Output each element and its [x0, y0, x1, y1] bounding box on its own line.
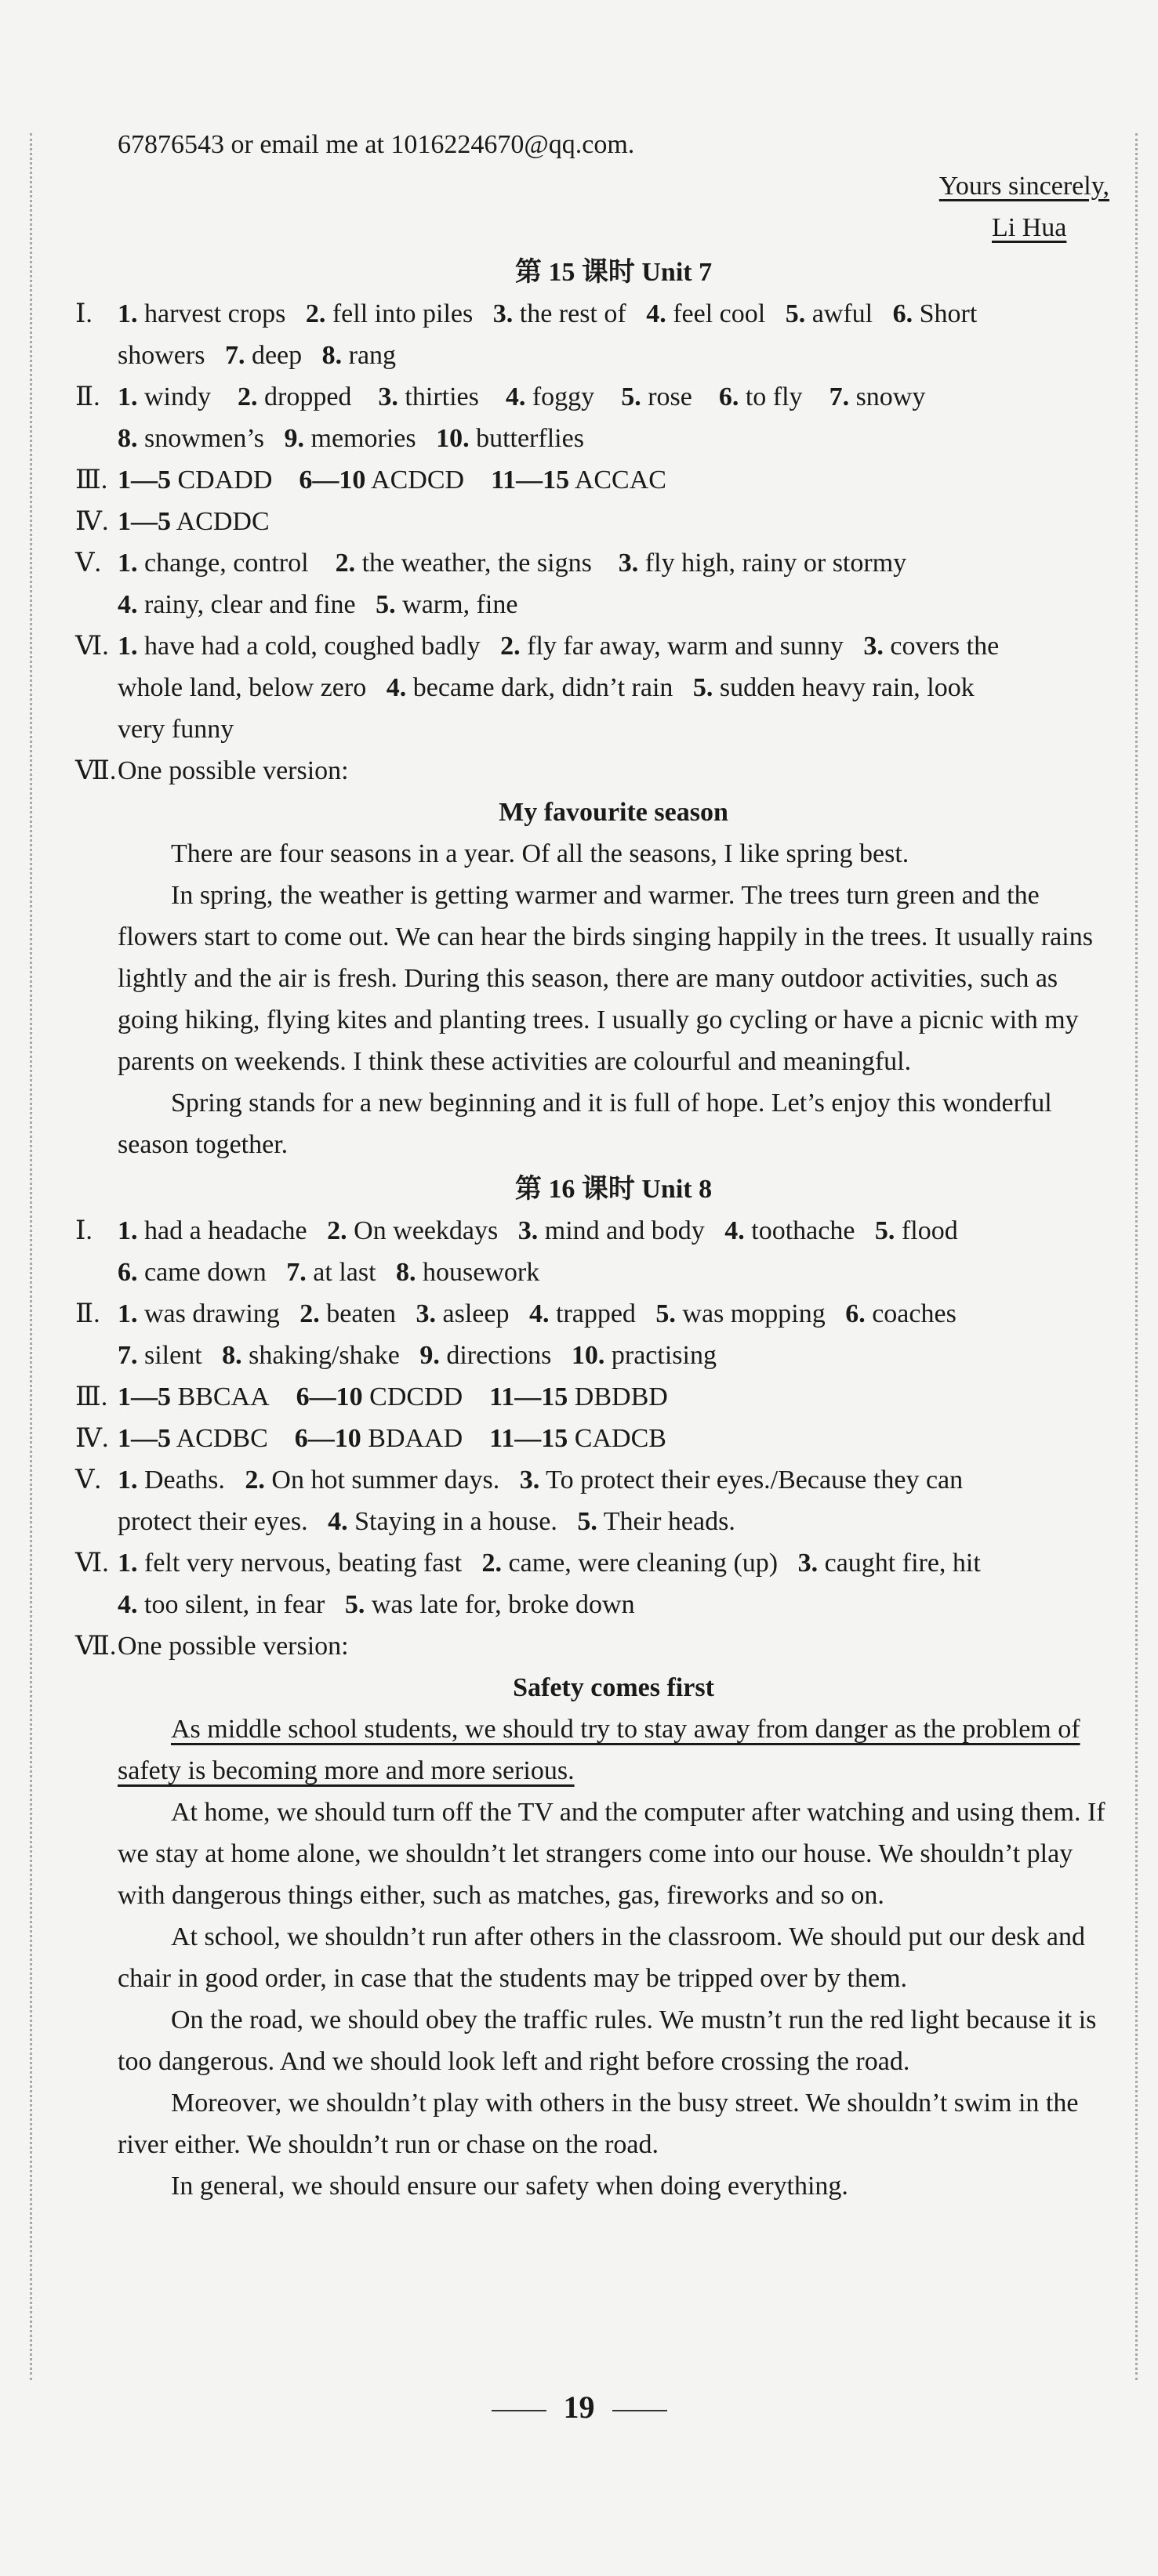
letter-signature: Li Hua: [992, 213, 1067, 242]
u7-section-4: Ⅳ. 1—5 ACDDC: [75, 507, 270, 536]
page-number-dash-left: [492, 2410, 546, 2411]
letter-contact-line: 67876543 or email me at 1016224670@qq.com.: [118, 130, 635, 159]
u8-section-2: Ⅱ. 1. was drawing 2. beaten 3. asleep 4. trapped 5. was mopping 6. coaches 7. silent 8. shaking/shake 9. directions 10. practising: [75, 1299, 957, 1370]
lesson-16-heading: 第 16 课时 Unit 8: [514, 1175, 713, 1204]
essay-safety-intro: As middle school students, we should try to stay away from danger as the problem of safety is becoming more and more serious.: [118, 1715, 1080, 1785]
u7-section-1: Ⅰ. 1. harvest crops 2. fell into piles 3. the rest of 4. feel cool 5. awful 6. Short showers 7. deep 8. rang: [75, 299, 978, 370]
u7-section-6: Ⅵ. 1. have had a cold, coughed badly 2. fly far away, warm and sunny 3. covers the whole land, below zero 4. became dark, didn’t rain 5. sudden heavy rain, look very funny: [75, 632, 1000, 744]
essay-safety-paragraph: Moreover, we shouldn’t play with others in the busy street. We shouldn’t swim in the river either. We shouldn’t run or chase on the road.: [118, 2089, 1079, 2159]
essay-season-paragraph: There are four seasons in a year. Of all the seasons, I like spring best.: [171, 839, 909, 868]
u7-section-7: Ⅶ. One possible version:: [75, 756, 349, 785]
u8-section-6: Ⅵ. 1. felt very nervous, beating fast 2. came, were cleaning (up) 3. caught fire, hit 4. too silent, in fear 5. was late for, broke down: [75, 1549, 981, 1619]
essay-title-safety: Safety comes first: [513, 1673, 714, 1702]
u7-section-3: Ⅲ. 1—5 CDADD 6—10 ACDCD 11—15 ACCAC: [75, 466, 666, 495]
lesson-15-heading: 第 15 课时 Unit 7: [514, 258, 713, 287]
u8-section-1: Ⅰ. 1. had a headache 2. On weekdays 3. mind and body 4. toothache 5. flood 6. came down 7. at last 8. housework: [75, 1216, 958, 1287]
u8-section-4: Ⅳ. 1—5 ACDBC 6—10 BDAAD 11—15 CADCB: [75, 1424, 666, 1453]
u8-section-3: Ⅲ. 1—5 BBCAA 6—10 CDCDD 11—15 DBDBD: [75, 1382, 668, 1411]
essay-season-paragraph: Spring stands for a new beginning and it is full of hope. Let’s enjoy this wonderful season together.: [118, 1089, 1052, 1159]
essay-title-season: My favourite season: [499, 798, 728, 827]
page-number: 19: [0, 2386, 1158, 2428]
essay-safety-paragraph: At home, we should turn off the TV and the computer after watching and using them. If we stay at home alone, we shouldn’t let strangers come into our house. We shouldn’t play with dangerous things either, such as matches, gas, fireworks and so on.: [118, 1798, 1105, 1910]
letter-closing: Yours sincerely,: [938, 172, 1109, 201]
answer-page: [75, 124, 1109, 2207]
u8-section-5: Ⅴ. 1. Deaths. 2. On hot summer days. 3. To protect their eyes./Because they can protect their eyes. 4. Staying in a house. 5. Their heads.: [75, 1466, 964, 1536]
u7-section-2: Ⅱ. 1. windy 2. dropped 3. thirties 4. foggy 5. rose 6. to fly 7. snowy 8. snowmen’s 9. memories 10. butterflies: [75, 382, 926, 453]
essay-safety-paragraph: On the road, we should obey the traffic rules. We mustn’t run the red light because it is too dangerous. And we should look left and right before crossing the road.: [118, 2005, 1097, 2076]
page-number-dash-right: [612, 2410, 667, 2411]
essay-season-paragraph: In spring, the weather is getting warmer and warmer. The trees turn green and the flowers start to come out. We can hear the birds singing happily in the trees. It usually rains lightly and the air is fresh. During this season, there are many outdoor activities, such as going hiking, flying kites and planting trees. I usually go cycling or have a picnic with my parents on weekends. I think these activities are colourful and meaningful.: [118, 881, 1093, 1076]
essay-safety-paragraph: At school, we shouldn’t run after others in the classroom. We should put our desk and chair in good order, in case that the students may be tripped over by them.: [118, 1922, 1085, 1993]
binding-dotted-line-right: [1135, 133, 1138, 2380]
u8-section-7: Ⅶ. One possible version:: [75, 1632, 349, 1661]
binding-dotted-line-left: [30, 133, 32, 2380]
u7-section-5: Ⅴ. 1. change, control 2. the weather, the signs 3. fly high, rainy or stormy 4. rainy, clear and fine 5. warm, fine: [75, 549, 907, 619]
essay-safety-paragraph: In general, we should ensure our safety when doing everything.: [171, 2172, 848, 2201]
